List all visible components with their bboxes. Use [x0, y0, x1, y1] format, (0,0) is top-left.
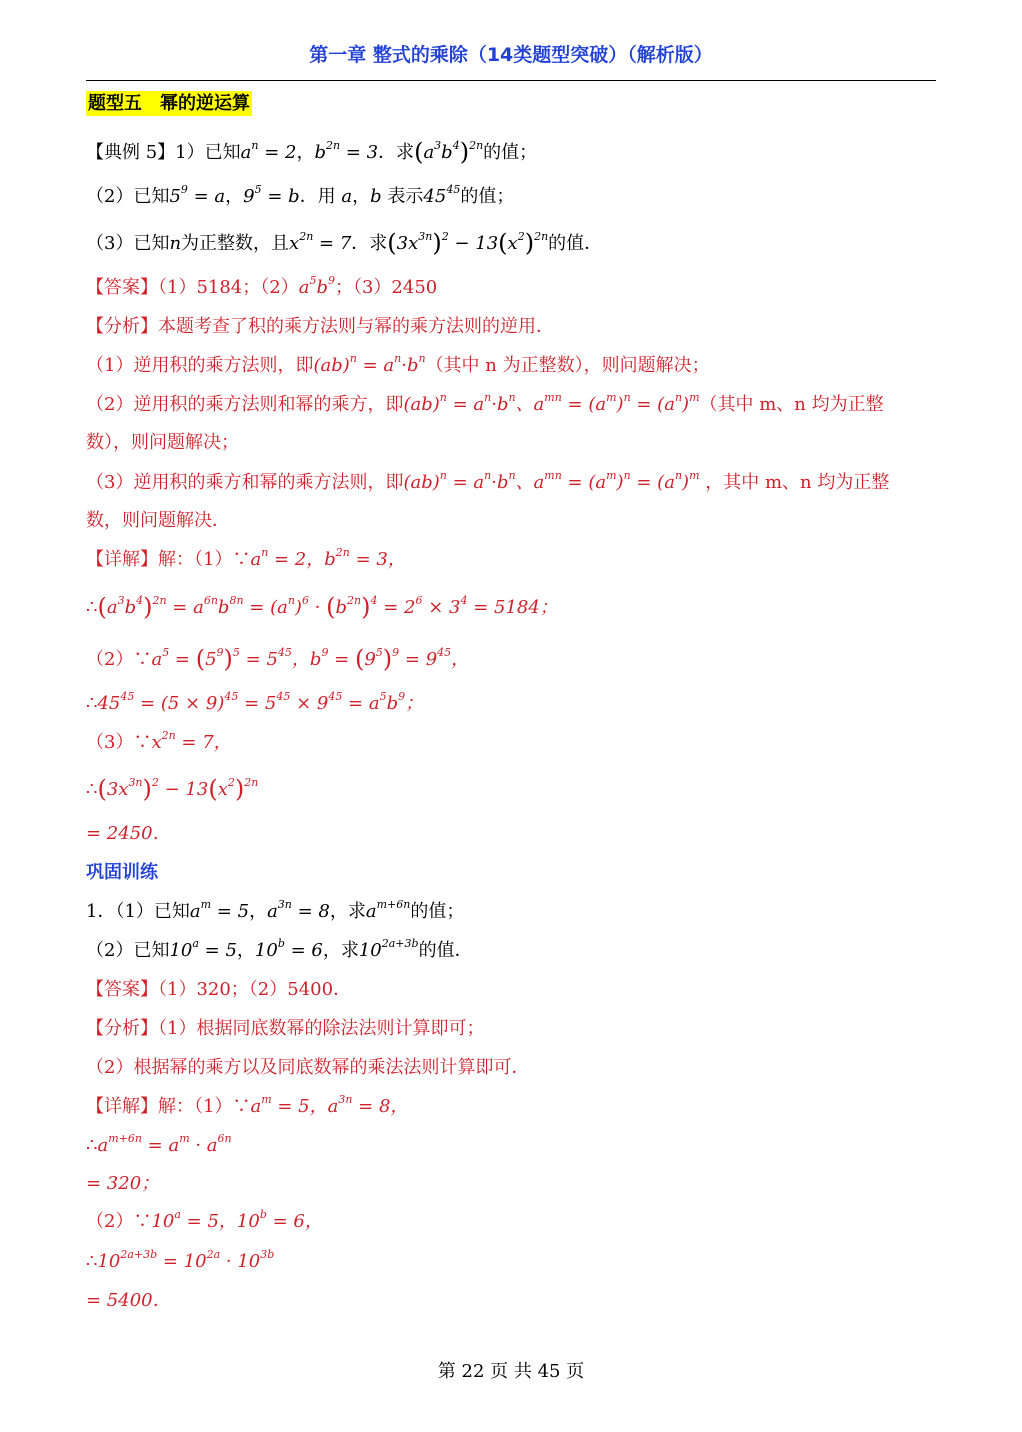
detail-3-result: = 2450． [86, 823, 171, 844]
formula: a [341, 186, 353, 207]
practice-detail-2-step [86, 1250, 946, 1274]
page-header-title: 第一章 整式的乘除（14类题型突破）（解析版） [309, 44, 713, 66]
text: （3）已知 [86, 233, 170, 254]
text: （2）逆用积的乘方法则和幂的乘方，即 [86, 394, 404, 415]
formula: $(a^3b^4)^{2n}$ [414, 138, 484, 166]
detail-1-result [86, 593, 946, 621]
text: 的值； [483, 142, 538, 163]
text: ∴ [86, 1135, 98, 1156]
text: （其中 m、n 均为正整 [699, 394, 884, 415]
formula: $45^{45}$ [423, 183, 461, 207]
text: ∴ [86, 597, 98, 618]
formula: $10^a = 5$，$10^b = 6$， [151, 1208, 323, 1232]
formula: $(ab)^n = a^n\cdot b^n$、$a^{mn} = (a^m)^n = (a^n)^m$ [403, 469, 700, 493]
text: ．求 [351, 233, 388, 254]
text: 【详解】解：（1）∵ [86, 1096, 251, 1117]
text: （2）已知 [86, 940, 170, 961]
text: ．用 [299, 186, 342, 207]
formula: $x^{2n} = 7$ [289, 230, 352, 254]
text: ， [225, 186, 244, 207]
text: ∴ [86, 693, 98, 714]
formula: $(a^3b^4)^{2n} = a^{6n}b^{8n} = (a^n)^6 \cdot (b^{2n})^4 = 2^6 \times 3^4 = 5184$； [97, 593, 558, 621]
formula: $x^{2n} = 7$， [151, 729, 232, 753]
text: ∴ [86, 779, 98, 800]
detail-2-result [86, 692, 946, 716]
analysis-1-step-3-cont: 数，则问题解决． [86, 510, 230, 531]
analysis-1-step-2-cont: 数），则问题解决； [86, 432, 239, 453]
section-title: 题型五 幂的逆运算 [88, 93, 250, 114]
formula: $a^n = 2$ [240, 139, 297, 163]
formula: $(ab)^n = a^n\cdot b^n$ [313, 352, 426, 376]
formula: b [370, 186, 382, 207]
text: ， [249, 901, 268, 922]
formula: $(ab)^n = a^n\cdot b^n$、$a^{mn} = (a^m)^n = (a^n)^m$ [403, 391, 700, 415]
analysis-1-step-3 [86, 471, 946, 495]
formula: $a^n = 2$，$b^{2n} = 3$， [250, 546, 406, 570]
formula: $a^{m+6n} = a^m \cdot a^{6n}$ [97, 1132, 232, 1156]
formula: $5^9 = a$ [169, 183, 226, 207]
text: ， [352, 186, 371, 207]
text: ，求 [322, 940, 359, 961]
text: ；（3）2450 [334, 277, 438, 298]
practice-heading [86, 861, 946, 885]
practice-detail-2-result: = 5400． [86, 1290, 171, 1311]
practice-detail-1-step [86, 1134, 946, 1158]
answer-1 [86, 276, 946, 300]
formula: $a^{3n} = 8$ [267, 898, 330, 922]
text: ， [296, 142, 315, 163]
analysis-1-step-1 [86, 354, 946, 378]
practice-analysis-1: 【分析】（1）根据同底数幂的除法法则计算即可； [86, 1018, 485, 1039]
formula: n [169, 233, 182, 254]
formula: $a^5 = (5^9)^5 = 5^{45}$，$b^9 = (9^5)^9 = 9^{45}$， [151, 645, 470, 673]
practice-question-2 [86, 939, 946, 963]
detail-3-expression [86, 775, 946, 803]
text: 【答案】（1）5184；（2） [86, 277, 299, 298]
text: ，其中 m、n 均为正整 [699, 472, 890, 493]
text: （3）∵ [86, 732, 152, 753]
text: ．求 [378, 142, 415, 163]
text: ∴ [86, 1251, 98, 1272]
text: 的值． [418, 940, 473, 961]
formula: $(3x^{3n})^2 - 13(x^2)^{2n}$ [97, 775, 259, 803]
text: ， [236, 940, 255, 961]
text: ，求 [329, 901, 366, 922]
formula: $10^{2a+3b} = 10^{2a} \cdot 10^{3b}$ [97, 1248, 275, 1272]
analysis-1: 【分析】本题考查了积的乘方法则与幂的乘方法则的逆用． [86, 316, 554, 337]
example-question-3 [86, 229, 946, 257]
formula: $10^{2a+3b}$ [358, 937, 419, 961]
text: 为正整数，且 [181, 233, 290, 254]
text: 【详解】解：（1）∵ [86, 549, 251, 570]
formula: $9^5 = b$ [243, 183, 300, 207]
text: （3）逆用积的乘方和幂的乘方法则，即 [86, 472, 404, 493]
practice-title: 巩固训练 [86, 862, 158, 883]
text: 的值； [410, 901, 465, 922]
text: 【典例 5】1）已知 [86, 142, 241, 163]
text: （1）逆用积的乘方法则，即 [86, 355, 314, 376]
formula: $a^m = 5$ [189, 898, 250, 922]
formula: $a^5b^9$ [298, 274, 335, 298]
practice-detail-1-given [86, 1095, 946, 1119]
analysis-1-step-2 [86, 393, 946, 417]
formula: $(3x^{3n})^2 - 13(x^2)^{2n}$ [387, 229, 549, 257]
formula: $a^m = 5$，$a^{3n} = 8$， [250, 1093, 409, 1117]
text: 的值； [460, 186, 515, 207]
formula: $45^{45} = (5 \times 9)^{45} = 5^{45} \times 9^{45} = a^5b^9$； [97, 690, 424, 714]
practice-question-1 [86, 900, 946, 924]
header-rule [86, 80, 936, 81]
practice-detail-2-given [86, 1210, 946, 1234]
text: （其中 n 为正整数），则问题解决； [425, 355, 710, 376]
practice-answer: 【答案】（1）320；（2）5400． [86, 979, 352, 1000]
detail-3-given [86, 731, 946, 755]
example-question-2 [86, 185, 946, 209]
formula: $10^b = 6$ [254, 937, 323, 961]
formula: $10^a = 5$ [169, 937, 237, 961]
practice-analysis-2: （2）根据幂的乘方以及同底数幂的乘法法则计算即可． [86, 1057, 530, 1078]
detail-2-given [86, 645, 946, 673]
formula: $a^{m+6n}$ [365, 898, 411, 922]
text: 的值． [548, 233, 603, 254]
practice-detail-1-result: = 320； [86, 1173, 160, 1194]
text: （2）∵ [86, 1211, 152, 1232]
text: 1．（1）已知 [86, 901, 190, 922]
detail-1-given [86, 548, 946, 572]
example-question-1 [86, 138, 946, 166]
page-number: 第 22 页 共 45 页 [437, 1361, 585, 1382]
formula: $b^{2n} = 3$ [314, 139, 379, 163]
text: （2）∵ [86, 649, 152, 670]
text: 表示 [381, 186, 424, 207]
text: （2）已知 [86, 186, 170, 207]
section-heading [86, 92, 946, 116]
